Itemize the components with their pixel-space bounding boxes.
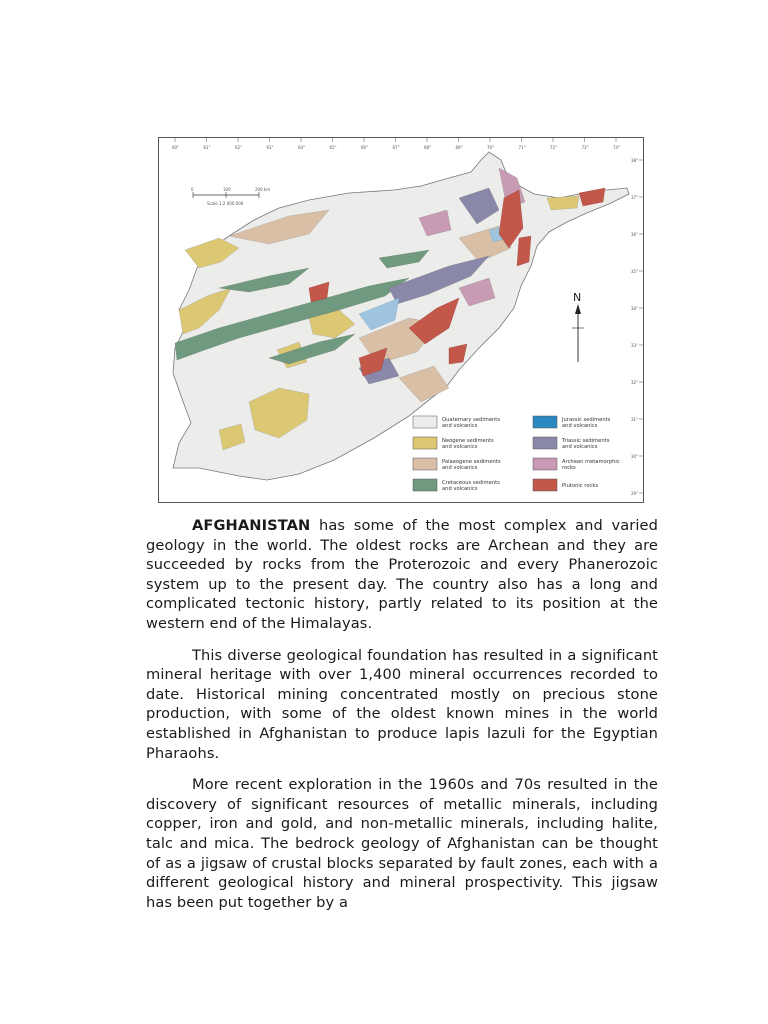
right-tick-label: 30° bbox=[631, 454, 639, 459]
scale-tick-0: 0 bbox=[191, 187, 194, 192]
top-tick-label: 62° bbox=[235, 145, 243, 150]
legend-label-line2: and volcanics bbox=[442, 465, 478, 471]
paragraph-2: This diverse geological foundation has resulted in a significant mineral heritage with over 1,400 mineral occurrences recorded to date. Historical mining concentrated mostly on precious stone production, with some of the oldest known mines in the world established in Afghanistan to produce lapis lazuli for the Egyptian Pharaohs. bbox=[146, 646, 658, 762]
legend-label: Quaternary sediments bbox=[442, 417, 501, 423]
top-tick-label: 71° bbox=[518, 145, 526, 150]
legend-swatch bbox=[533, 479, 557, 491]
top-tick-label: 73° bbox=[581, 145, 589, 150]
legend-label-line2: and volcanics bbox=[562, 444, 598, 450]
top-tick-label: 63° bbox=[266, 145, 274, 150]
legend-swatch bbox=[533, 437, 557, 449]
top-tick-label: 61° bbox=[203, 145, 211, 150]
scale-tick-200: 200 km bbox=[255, 187, 271, 192]
right-tick-label: 33° bbox=[631, 343, 639, 348]
scale-tick-100: 100 bbox=[223, 187, 231, 192]
legend-label: Archean metamorphic bbox=[562, 459, 620, 465]
legend-label: Jurassic sediments bbox=[562, 417, 611, 423]
top-tick-label: 70° bbox=[487, 145, 495, 150]
top-tick-label: 67° bbox=[392, 145, 400, 150]
paragraph-1-text: has some of the most complex and varied geology in the world. The oldest rocks are Archean and they are succeeded by rocks from the Proterozoic and every Phanerozoic system up to the present day. The country also has a long and complicated tectonic history, partly related to its position at the western end of the Himalayas. bbox=[146, 517, 658, 632]
legend-swatch bbox=[413, 437, 437, 449]
right-tick-label: 32° bbox=[631, 380, 639, 385]
legend-label-line2: and volcanics bbox=[442, 423, 478, 429]
north-label: N bbox=[573, 291, 582, 304]
right-tick-label: 34° bbox=[631, 306, 639, 311]
top-tick-label: 69° bbox=[455, 145, 463, 150]
geology-map-figure bbox=[158, 137, 644, 503]
scale-label: Scale 1:2 000 000 bbox=[207, 201, 244, 206]
top-tick-label: 60° bbox=[172, 145, 180, 150]
legend-swatch bbox=[413, 458, 437, 470]
body-text bbox=[146, 516, 658, 924]
paragraph-3: More recent exploration in the 1960s and 70s resulted in the discovery of significant resources of metallic minerals, including copper, iron and gold, and non-metallic minerals, including halite, talc and mica. The bedrock geology of Afghanistan can be thought of as a jigsaw of crustal blocks separated by fault zones, each with a different geological history and mineral prospectivity. This jigsaw has been put together by a bbox=[146, 776, 658, 911]
legend-label: Triassic sediments bbox=[562, 438, 610, 444]
right-tick-label: 35° bbox=[631, 269, 639, 274]
paragraph-1 bbox=[146, 516, 658, 634]
legend-label: Plutonic rocks bbox=[562, 483, 599, 489]
right-tick-label: 37° bbox=[631, 195, 639, 200]
paragraph-1-lead: AFGHANISTAN bbox=[192, 517, 311, 534]
top-tick-label: 68° bbox=[424, 145, 432, 150]
legend-label: Neogene sediments bbox=[442, 438, 494, 444]
legend-label-line2: rocks bbox=[562, 465, 576, 471]
right-tick-label: 36° bbox=[631, 232, 639, 237]
legend-label-line2: and volcanics bbox=[442, 486, 478, 492]
right-tick-label: 29° bbox=[631, 491, 639, 496]
legend-swatch bbox=[533, 416, 557, 428]
legend-swatch bbox=[413, 479, 437, 491]
legend-swatch bbox=[413, 416, 437, 428]
legend-label-line2: and volcanics bbox=[562, 423, 598, 429]
legend-label: Cretaceous sediments bbox=[442, 480, 500, 486]
top-tick-label: 74° bbox=[613, 145, 621, 150]
top-tick-label: 72° bbox=[550, 145, 558, 150]
top-tick-label: 66° bbox=[361, 145, 369, 150]
top-tick-label: 64° bbox=[298, 145, 306, 150]
legend-label: Palaeogene sediments bbox=[442, 459, 501, 465]
top-tick-label: 65° bbox=[329, 145, 337, 150]
geology-map bbox=[159, 138, 643, 502]
legend-swatch bbox=[533, 458, 557, 470]
legend-label-line2: and volcanics bbox=[442, 444, 478, 450]
right-tick-label: 38° bbox=[631, 158, 639, 163]
right-tick-label: 31° bbox=[631, 417, 639, 422]
